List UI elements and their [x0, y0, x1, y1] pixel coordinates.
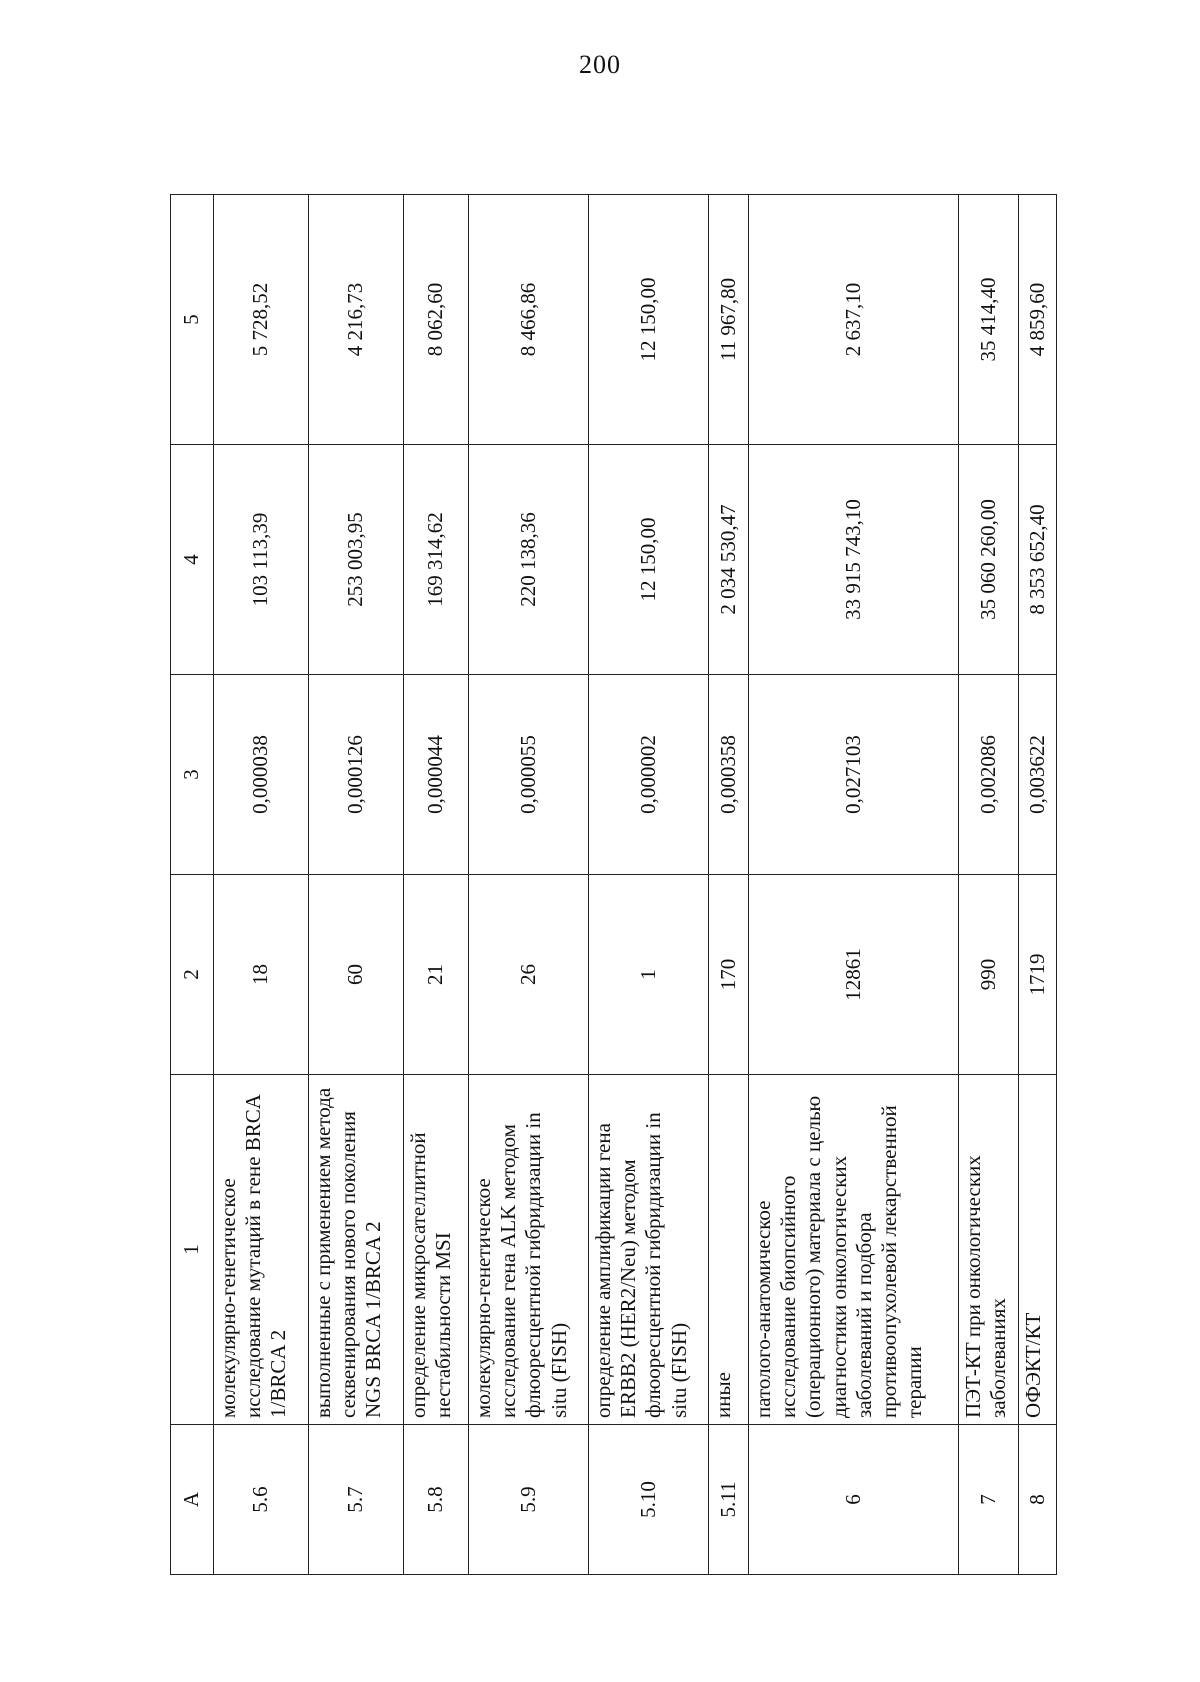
row-unit-cost: 11 967,80 — [709, 195, 749, 445]
header-cell: A — [171, 1425, 214, 1575]
row-code: 5.11 — [709, 1425, 749, 1575]
row-code: 5.6 — [214, 1425, 309, 1575]
row-description: определение амплификации гена ERBB2 (HER2/Neu) методом флюоресцентной гибридизации in situ (FISH) — [589, 1075, 709, 1425]
row-code: 5.9 — [469, 1425, 589, 1575]
row-count: 990 — [959, 875, 1019, 1075]
row-unit-cost: 8 466,86 — [469, 195, 589, 445]
row-unit-cost: 5 728,52 — [214, 195, 309, 445]
row-total: 8 353 652,40 — [1019, 445, 1057, 675]
row-code: 5.8 — [404, 1425, 469, 1575]
row-unit-cost: 12 150,00 — [589, 195, 709, 445]
data-table — [170, 194, 1057, 1575]
row-count: 18 — [214, 875, 309, 1075]
header-cell: 3 — [171, 675, 214, 875]
row-unit-cost: 2 637,10 — [749, 195, 959, 445]
row-total: 2 034 530,47 — [709, 445, 749, 675]
page-number: 200 — [579, 50, 621, 79]
table-row — [589, 195, 709, 1575]
row-total: 12 150,00 — [589, 445, 709, 675]
row-description: молекулярно-генетическое исследование гена ALK методом флюоресцентной гибридизации in situ (FISH) — [469, 1075, 589, 1425]
header-row — [171, 195, 214, 1575]
header-cell: 4 — [171, 445, 214, 675]
row-code: 7 — [959, 1425, 1019, 1575]
table-row — [214, 195, 309, 1575]
row-unit-cost: 4 859,60 — [1019, 195, 1057, 445]
header-cell: 2 — [171, 875, 214, 1075]
table-row — [709, 195, 749, 1575]
row-rate: 0,002086 — [959, 675, 1019, 875]
row-count: 21 — [404, 875, 469, 1075]
row-unit-cost: 35 414,40 — [959, 195, 1019, 445]
table-row — [309, 195, 404, 1575]
row-rate: 0,000126 — [309, 675, 404, 875]
table-row — [1019, 195, 1057, 1575]
row-total: 220 138,36 — [469, 445, 589, 675]
table-holder — [170, 195, 1048, 1575]
rotated-table-wrapper — [170, 195, 1048, 1575]
row-total: 35 060 260,00 — [959, 445, 1019, 675]
row-rate: 0,000002 — [589, 675, 709, 875]
row-total: 169 314,62 — [404, 445, 469, 675]
row-code: 6 — [749, 1425, 959, 1575]
table-row — [469, 195, 589, 1575]
row-description: ОФЭКТ/КТ — [1019, 1075, 1057, 1425]
table-row — [404, 195, 469, 1575]
row-rate: 0,000044 — [404, 675, 469, 875]
row-description: патолого-анатомическое исследование биопсийного (операционного) материала с целью диагностики онкологических заболеваний и подбора противоопухолевой лекарственной терапии — [749, 1075, 959, 1425]
row-unit-cost: 8 062,60 — [404, 195, 469, 445]
row-count: 12861 — [749, 875, 959, 1075]
table-row — [749, 195, 959, 1575]
row-code: 5.10 — [589, 1425, 709, 1575]
row-code: 8 — [1019, 1425, 1057, 1575]
row-rate: 0,000358 — [709, 675, 749, 875]
header-cell: 1 — [171, 1075, 214, 1425]
row-count: 1 — [589, 875, 709, 1075]
table-row — [959, 195, 1019, 1575]
row-description: выполненные с применением метода секвенирования нового поколения NGS BRCA 1/BRCA 2 — [309, 1075, 404, 1425]
row-count: 170 — [709, 875, 749, 1075]
row-total: 103 113,39 — [214, 445, 309, 675]
row-description: ПЭТ-КТ при онкологических заболеваниях — [959, 1075, 1019, 1425]
row-total: 33 915 743,10 — [749, 445, 959, 675]
row-rate: 0,000055 — [469, 675, 589, 875]
row-description: иные — [709, 1075, 749, 1425]
row-rate: 0,000038 — [214, 675, 309, 875]
header-cell: 5 — [171, 195, 214, 445]
row-description: молекулярно-генетическое исследование мутаций в гене BRCA 1/BRCA 2 — [214, 1075, 309, 1425]
row-rate: 0,027103 — [749, 675, 959, 875]
row-rate: 0,003622 — [1019, 675, 1057, 875]
row-count: 60 — [309, 875, 404, 1075]
row-unit-cost: 4 216,73 — [309, 195, 404, 445]
row-code: 5.7 — [309, 1425, 404, 1575]
row-count: 26 — [469, 875, 589, 1075]
row-count: 1719 — [1019, 875, 1057, 1075]
row-total: 253 003,95 — [309, 445, 404, 675]
row-description: определение микросателлитной нестабильности MSI — [404, 1075, 469, 1425]
